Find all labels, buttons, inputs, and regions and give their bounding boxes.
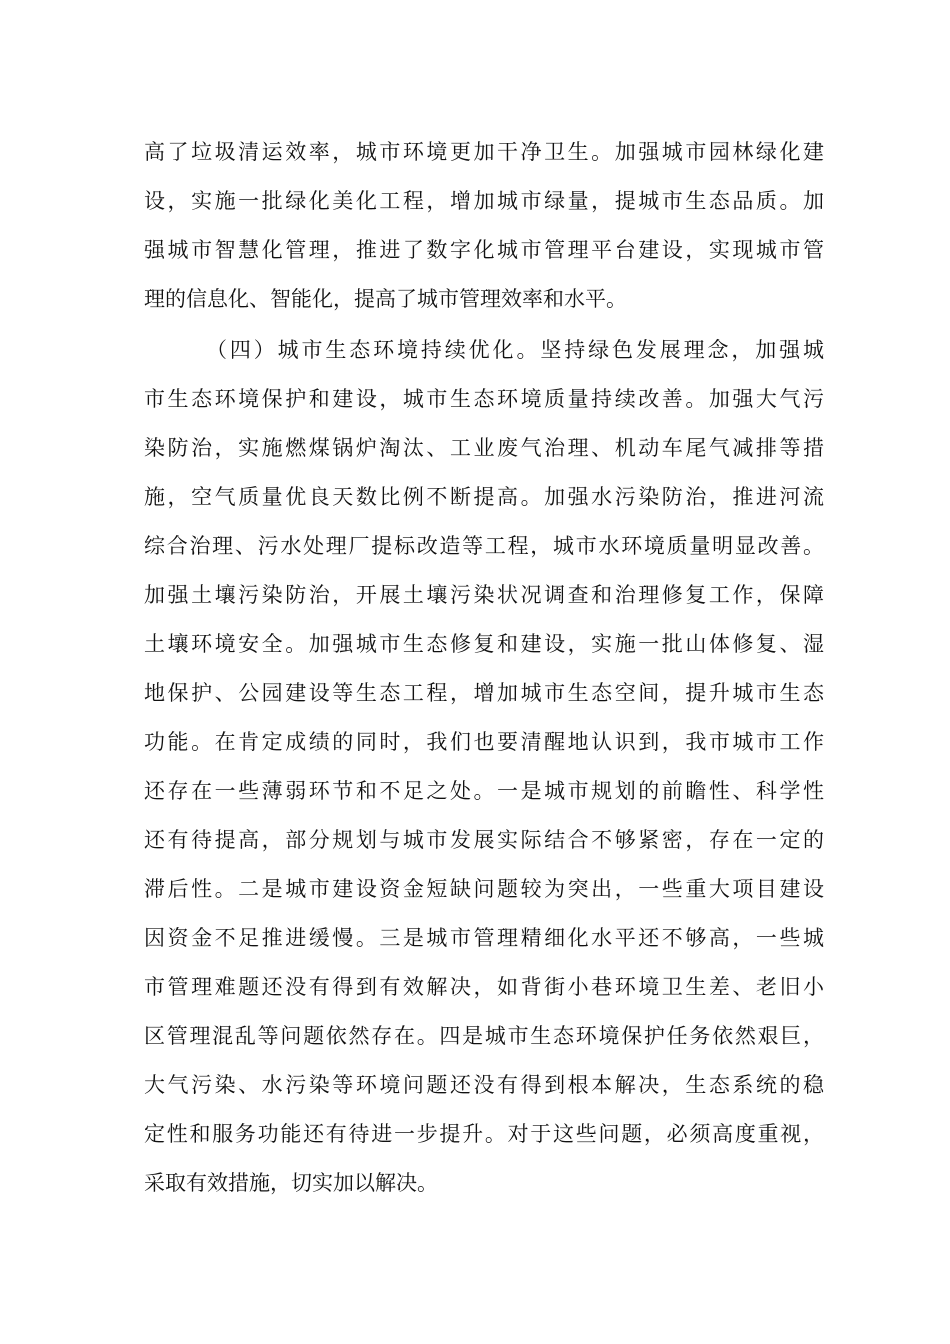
text-line: 还存在一些薄弱环节和不足之处。一是城市规划的前瞻性、科学性	[144, 779, 824, 803]
text-line: 定性和服务功能还有待进一步提升。对于这些问题，必须高度重视，	[144, 1122, 824, 1146]
text-line: 染防治，实施燃煤锅炉淘汰、工业废气治理、机动车尾气减排等措	[144, 436, 824, 460]
text-line: 综合治理、污水处理厂提标改造等工程，城市水环境质量明显改善。	[144, 534, 824, 558]
text-line: 滞后性。二是城市建设资金短缺问题较为突出，一些重大项目建设	[144, 877, 824, 901]
text-line: 大气污染、水污染等环境问题还没有得到根本解决，生态系统的稳	[144, 1073, 824, 1097]
text-line: 设，实施一批绿化美化工程，增加城市绿量，提城市生态品质。加	[144, 189, 824, 213]
text-line: 市生态环境保护和建设，城市生态环境质量持续改善。加强大气污	[144, 387, 824, 411]
text-line: 加强土壤污染防治，开展土壤污染状况调查和治理修复工作，保障	[144, 583, 824, 607]
text-line: 因资金不足推进缓慢。三是城市管理精细化水平还不够高，一些城	[144, 926, 824, 950]
paragraph-heading-line: （四）城市生态环境持续优化。坚持绿色发展理念，加强城	[206, 338, 824, 362]
text-line: 土壤环境安全。加强城市生态修复和建设，实施一批山体修复、湿	[144, 632, 824, 656]
body-text	[144, 128, 824, 1208]
text-line: 地保护、公园建设等生态工程，增加城市生态空间，提升城市生态	[144, 681, 824, 705]
paragraph-1	[144, 128, 824, 324]
text-line: 区管理混乱等问题依然存在。四是城市生态环境保护任务依然艰巨，	[144, 1024, 824, 1048]
text-line: 采取有效措施，切实加以解决。	[144, 1171, 438, 1195]
text-line: 还有待提高，部分规划与城市发展实际结合不够紧密，存在一定的	[144, 828, 824, 852]
text-line: 理的信息化、智能化，提高了城市管理效率和水平。	[144, 287, 627, 311]
text-line: 强城市智慧化管理，推进了数字化城市管理平台建设，实现城市管	[144, 238, 824, 262]
text-line: 施，空气质量优良天数比例不断提高。加强水污染防治，推进河流	[144, 485, 824, 509]
text-line: 市管理难题还没有得到有效解决，如背街小巷环境卫生差、老旧小	[144, 975, 824, 999]
paragraph-2	[144, 326, 824, 1208]
text-line: 功能。在肯定成绩的同时，我们也要清醒地认识到，我市城市工作	[144, 730, 824, 754]
text-line: 高了垃圾清运效率，城市环境更加干净卫生。加强城市园林绿化建	[144, 140, 824, 164]
